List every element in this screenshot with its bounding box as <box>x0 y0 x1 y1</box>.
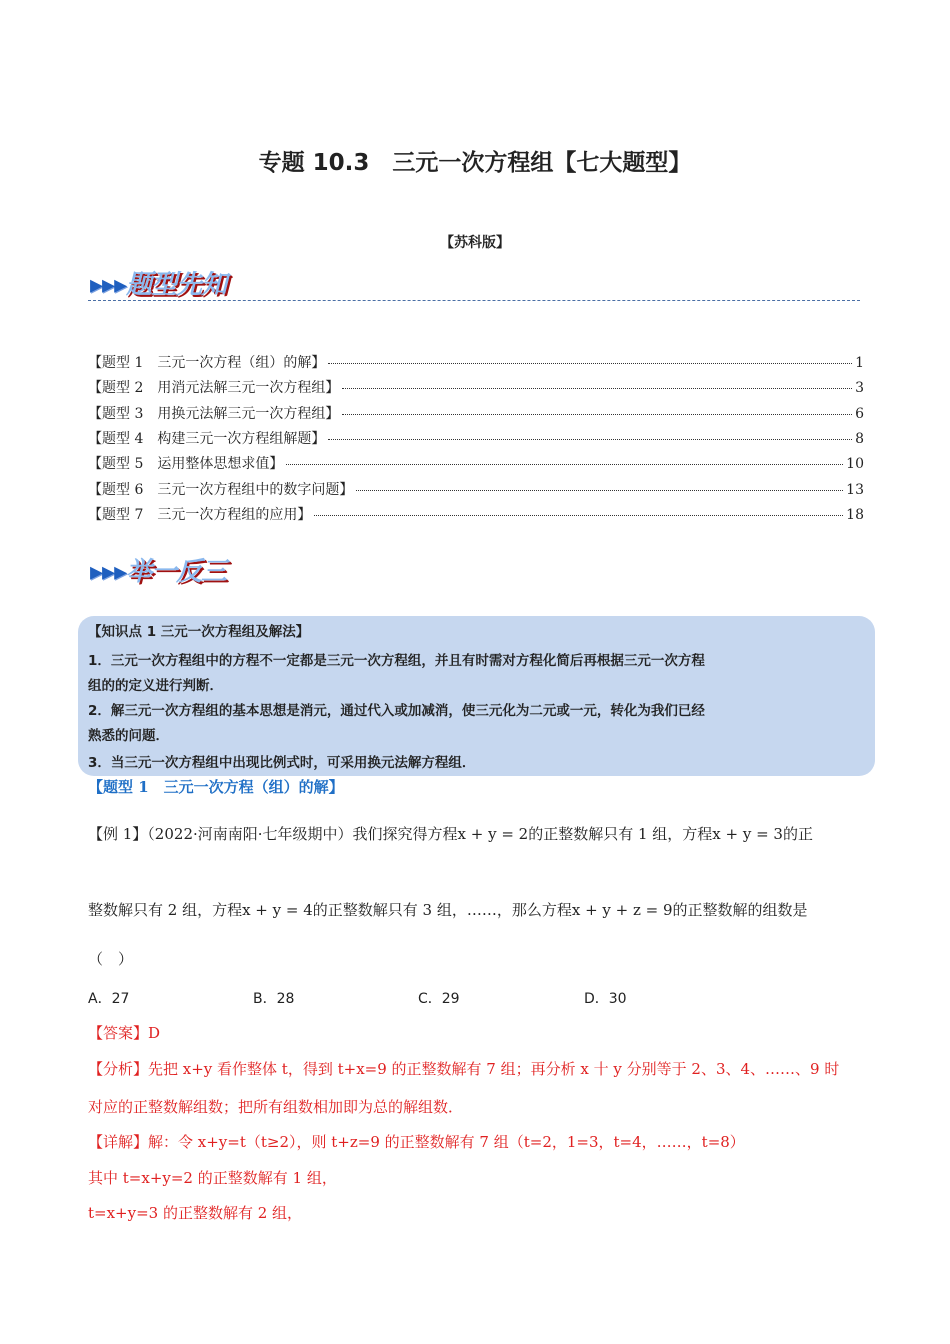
toc-label: 【题型 5 运用整体思想求值】 <box>88 456 284 473</box>
arrows-icon: ▸▸▸ <box>90 270 127 300</box>
example-line: 【例 1】（2022·河南南阳·七年级期中）我们探究得方程x + y = 2的正整数解只有 1 组，方程x + y = 3的正 <box>88 825 813 843</box>
detail-line: 其中 t=x+y=2 的正整数解有 1 组， <box>88 1169 337 1187</box>
detail-line: 【详解】解：令 x+y=t（t≥2），则 t+z=9 的正整数解有 7 组（t=2，1=3，t=4，……，t=8） <box>88 1133 745 1151</box>
toc-label: 【题型 1 三元一次方程（组）的解】 <box>88 355 326 371</box>
section-banner-examples <box>90 551 226 588</box>
toc-label: 【题型 4 构建三元一次方程组解题】 <box>88 430 326 447</box>
toc-label: 【题型 3 用换元法解三元一次方程组】 <box>88 405 340 422</box>
toc-page: 3 <box>855 380 864 397</box>
toc-entry[interactable] <box>88 453 864 478</box>
toc-leader <box>314 515 843 516</box>
toc-page: 8 <box>855 430 864 447</box>
banner-text: 题型先知 <box>126 270 227 300</box>
toc-page: 1 <box>855 355 864 371</box>
toc-leader <box>328 439 852 440</box>
arrows-icon: ▸▸▸ <box>90 557 127 587</box>
section-banner-preview <box>90 264 226 301</box>
toc-entry[interactable] <box>88 377 864 402</box>
toc-page: 6 <box>855 405 864 422</box>
toc-leader <box>342 414 852 415</box>
knowledge-line: 2．解三元一次方程组的基本思想是消元，通过代入或加减消，使三元化为二元或一元，转化为我们已经 <box>88 703 705 719</box>
knowledge-line: 1．三元一次方程组中的方程不一定都是三元一次方程组，并且有时需对方程化简后再根据三元一次方程 <box>88 653 705 669</box>
toc-page: 10 <box>846 456 864 473</box>
toc-entry[interactable] <box>88 479 864 504</box>
answer: 【答案】D <box>88 1024 161 1042</box>
banner-text: 举一反三 <box>126 557 227 587</box>
toc-label: 【题型 2 用消元法解三元一次方程组】 <box>88 380 340 397</box>
option-a: A．27 <box>88 991 130 1007</box>
toc-entry[interactable] <box>88 403 864 428</box>
toc-leader <box>286 464 843 465</box>
option-c: C．29 <box>418 991 460 1007</box>
toc-entry[interactable] <box>88 428 864 453</box>
toc-leader <box>356 490 843 491</box>
toc-page: 13 <box>846 481 864 498</box>
option-d: D．30 <box>584 991 627 1007</box>
analysis-line: 【分析】先把 x+y 看作整体 t，得到 t+x=9 的正整数解有 7 组；再分析 x 十 y 分别等于 2、3、4、……、9 时 <box>88 1060 840 1078</box>
toc-entry[interactable] <box>88 504 864 529</box>
edition-label: 【苏科版】 <box>440 235 510 251</box>
knowledge-line: 组的的定义进行判断． <box>88 678 223 694</box>
detail-line: t=x+y=3 的正整数解有 2 组， <box>88 1204 303 1222</box>
toc-entry[interactable] <box>88 352 864 377</box>
example-line: （ ） <box>88 950 134 968</box>
type-heading: 【题型 1 三元一次方程（组）的解】 <box>88 778 344 796</box>
knowledge-heading: 【知识点 1 三元一次方程组及解法】 <box>88 624 310 640</box>
toc-label: 【题型 7 三元一次方程组的应用】 <box>88 506 312 523</box>
toc-leader <box>328 363 852 364</box>
divider <box>88 300 860 301</box>
toc-page: 18 <box>846 506 864 523</box>
option-b: B．28 <box>253 991 295 1007</box>
toc-label: 【题型 6 三元一次方程组中的数字问题】 <box>88 481 354 498</box>
analysis-line: 对应的正整数解组数；把所有组数相加即为总的解组数． <box>88 1098 464 1116</box>
page-title: 专题 10.3 三元一次方程组【七大题型】 <box>258 150 692 176</box>
toc-leader <box>342 388 852 389</box>
example-line: 整数解只有 2 组，方程x + y = 4的正整数解只有 3 组，……，那么方程x + y + z = 9的正整数解的组数是 <box>88 901 808 919</box>
knowledge-line: 熟悉的问题． <box>88 728 169 744</box>
knowledge-line: 3．当三元一次方程组中出现比例式时，可采用换元法解方程组． <box>88 755 476 771</box>
